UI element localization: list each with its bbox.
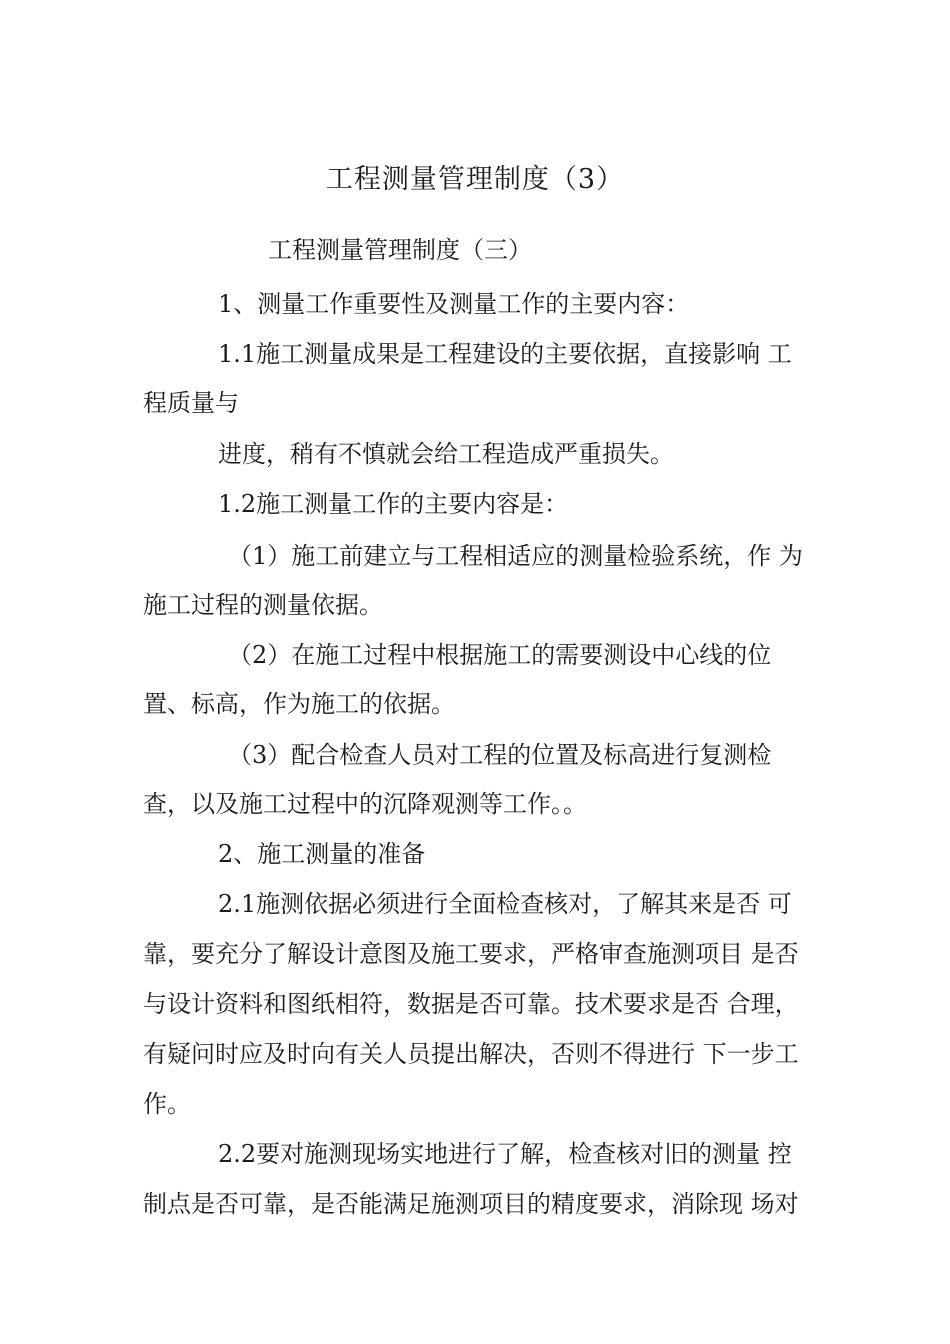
section-heading-2: 2、施工测量的准备	[218, 840, 426, 868]
paragraph-line: 与设计资料和图纸相符，数据是否可靠。技术要求是否 合理，	[143, 990, 799, 1018]
paragraph-line: 制点是否可靠，是否能满足施测项目的精度要求，消除现 场对	[143, 1190, 799, 1218]
list-item-line: （2）在施工过程中根据施工的需要测设中心线的位	[228, 641, 772, 669]
list-item-line: 置、标高，作为施工的依据。	[143, 690, 455, 718]
paragraph-line: 作。	[143, 1090, 191, 1118]
list-item-line: （3）配合检查人员对工程的位置及标高进行复测检	[228, 741, 772, 769]
list-item-line: （1）施工前建立与工程相适应的测量检验系统，作 为	[228, 542, 803, 570]
paragraph-line: 1.2施工测量工作的主要内容是：	[218, 490, 569, 518]
paragraph-line: 2.1施测依据必须进行全面检查核对，了解其来是否 可	[218, 890, 792, 918]
paragraph-line: 进度，稍有不慎就会给工程造成严重损失。	[218, 440, 674, 468]
paragraph-line: 有疑问时应及时向有关人员提出解决，否则不得进行 下一步工	[143, 1040, 799, 1068]
document-title: 工程测量管理制度（3）	[325, 164, 625, 195]
paragraph-line: 2.2要对施测现场实地进行了解，检查核对旧的测量 控	[218, 1140, 792, 1168]
paragraph-line: 程质量与	[143, 389, 239, 417]
list-item-line: 查，以及施工过程中的沉降观测等工作。。	[143, 790, 587, 818]
paragraph-line: 靠，要充分了解设计意图及施工要求，严格审查施测项目 是否	[143, 940, 799, 968]
section-heading-1: 1、测量工作重要性及测量工作的主要内容：	[218, 290, 690, 318]
document-subtitle: 工程测量管理制度（三）	[268, 236, 532, 264]
list-item-line: 施工过程的测量依据。	[143, 591, 383, 619]
paragraph-line: 1.1施工测量成果是工程建设的主要依据，直接影响 工	[218, 340, 792, 368]
